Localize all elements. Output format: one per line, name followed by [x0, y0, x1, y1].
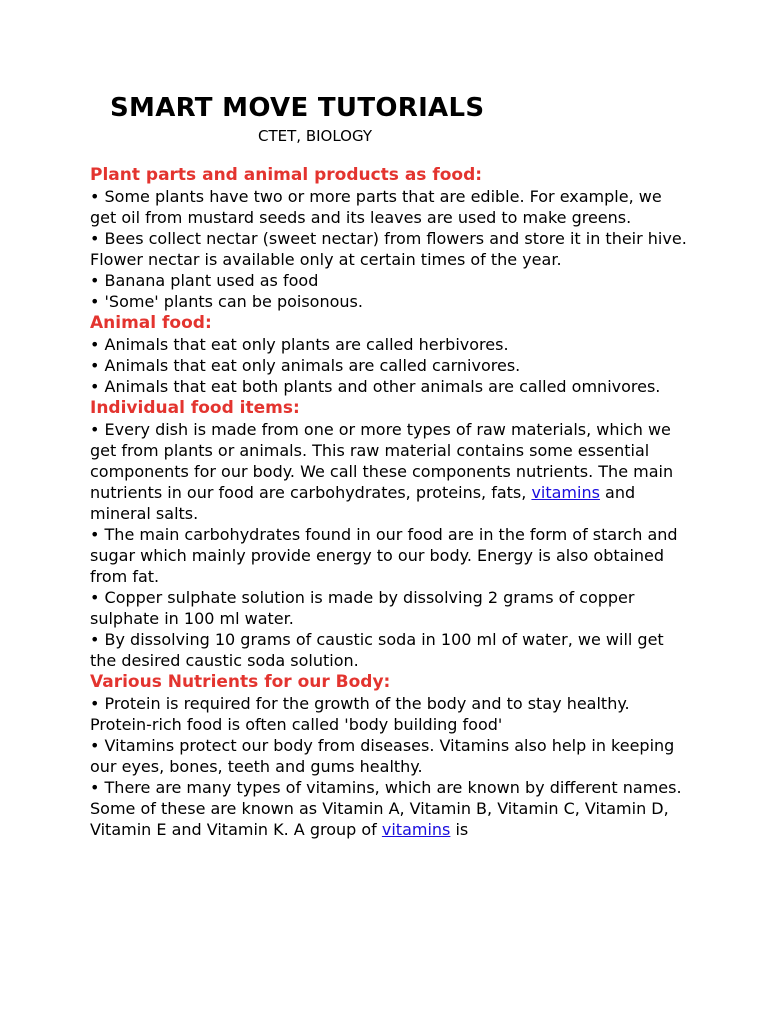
document-subtitle: CTET, BIOLOGY — [258, 127, 373, 145]
bullet-text: and mineral salts. — [90, 483, 636, 523]
bullet-text: • There are many types of vitamins, which are known by different names. Some of these are known as Vitamin A, Vitamin B, Vitamin C, Vitamin D, Vitamin E and Vitamin K. A group of — [90, 778, 682, 839]
vitamins-link[interactable]: vitamins — [381, 820, 451, 839]
bullet-item: • By dissolving 10 grams of caustic soda in 100 ml of water, we will get the desired caustic soda solution. — [90, 630, 664, 670]
document-content — [90, 164, 690, 840]
bullet-item: • 'Some' plants can be poisonous. — [90, 292, 363, 311]
document-title: SMART MOVE TUTORIALS — [110, 93, 485, 123]
bullet-item — [90, 419, 690, 524]
section-heading: Various Nutrients for our Body: — [90, 672, 391, 692]
bullet-item: • Banana plant used as food — [90, 271, 319, 290]
section-heading: Animal food: — [90, 313, 212, 333]
section-plant-parts — [90, 164, 690, 312]
bullet-item: • Protein is required for the growth of the body and to stay healthy. Protein-rich food is often called 'body building food' — [90, 694, 630, 734]
bullet-item: • Bees collect nectar (sweet nectar) from flowers and store it in their hive. Flower nectar is available only at certain times of the year. — [90, 229, 687, 269]
section-heading: Individual food items: — [90, 398, 300, 418]
bullet-item — [90, 777, 690, 840]
bullet-item: • Animals that eat both plants and other animals are called omnivores. — [90, 377, 661, 396]
bullet-item: • Some plants have two or more parts that are edible. For example, we get oil from mustard seeds and its leaves are used to make greens. — [90, 187, 662, 227]
bullet-item: • Vitamins protect our body from diseases. Vitamins also help in keeping our eyes, bones, teeth and gums healthy. — [90, 736, 675, 776]
section-heading: Plant parts and animal products as food: — [90, 165, 483, 185]
bullet-item: • The main carbohydrates found in our food are in the form of starch and sugar which mainly provide energy to our body. Energy is also obtained from fat. — [90, 525, 678, 586]
vitamins-link[interactable]: vitamins — [531, 483, 600, 502]
bullet-item: • Animals that eat only animals are called carnivores. — [90, 356, 521, 375]
bullet-item: • Copper sulphate solution is made by dissolving 2 grams of copper sulphate in 100 ml water. — [90, 588, 635, 628]
bullet-item: • Animals that eat only plants are called herbivores. — [90, 335, 509, 354]
section-various-nutrients — [90, 671, 690, 840]
section-animal-food — [90, 312, 690, 397]
bullet-text: is — [450, 820, 469, 839]
bullet-text: • Every dish is made from one or more types of raw materials, which we get from plants or animals. This raw material contains some essential components for our body. We call these components nutrients. The main nutrients in our food are carbohydrates, proteins, fats, — [90, 420, 674, 502]
section-individual-food-items — [90, 397, 690, 671]
